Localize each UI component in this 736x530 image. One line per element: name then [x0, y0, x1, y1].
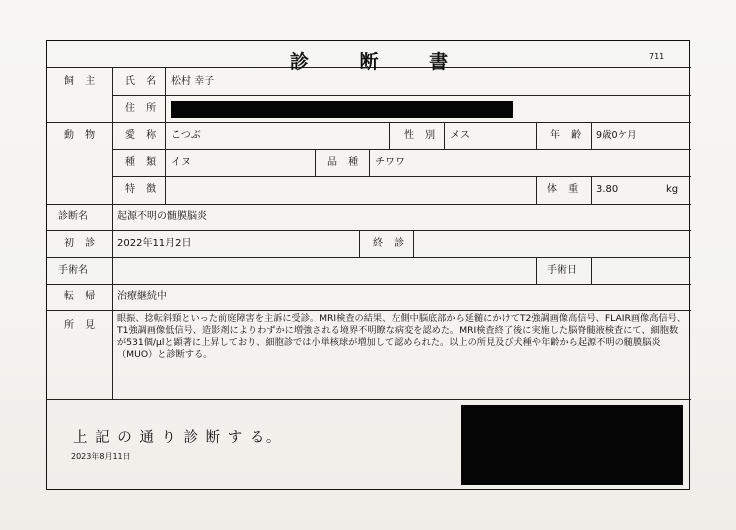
issue-date: 2023年8月11日: [71, 452, 131, 461]
label-first-visit: 初 診: [64, 238, 100, 249]
pet-kind: イヌ: [171, 157, 191, 168]
label-diagnosis: 診断名: [58, 211, 88, 222]
label-last-visit: 終 診: [373, 238, 409, 249]
label-weight: 体 重: [547, 184, 583, 195]
label-name: 氏 名: [125, 76, 161, 87]
redacted-signature-block: [461, 405, 683, 485]
document-code: 711: [649, 52, 665, 61]
label-pet-name: 愛 称: [125, 130, 161, 141]
pet-sex: メス: [450, 130, 470, 141]
label-age: 年 齢: [550, 130, 586, 141]
medical-certificate-form: [46, 40, 690, 490]
label-address: 住 所: [125, 103, 161, 114]
certification-statement: 上 記 の 通 り 診 断 す る。: [73, 430, 282, 446]
outcome-value: 治療継続中: [117, 291, 167, 302]
pet-age: 9歳0ケ月: [596, 130, 637, 141]
pet-name: こつぶ: [171, 130, 201, 141]
label-owner: 飼 主: [64, 76, 100, 87]
label-surgery-date: 手術日: [547, 265, 577, 276]
diagnosis-name: 起源不明の髄膜脳炎: [117, 211, 207, 222]
first-visit-date: 2022年11月2日: [117, 238, 192, 249]
label-features: 特 徴: [125, 184, 161, 195]
findings-text: 眼振、捻転斜頸といった前庭障害を主訴に受診。MRI検査の結果、左側中脳底部から延髄にかけてT2強調画像高信号、FLAIR画像高信号、T1強調画像低信号、造影剤によりわずかに増強される境界不明瞭な病変を認めた。MRI検査終了後に実施した脳脊髄液検査にて、細胞数が531個/μlと顕著に上昇しており、細胞診では小単核球が増加して認められた。以上の所見及び犬種や年齢から起源不明の髄膜脳炎（MUO）と診断する。: [117, 313, 686, 360]
pet-breed: チワワ: [375, 157, 405, 168]
label-surgery: 手術名: [58, 265, 88, 276]
label-kind: 種 類: [125, 157, 161, 168]
owner-name: 松村 幸子: [171, 76, 215, 87]
pet-weight: 3.80: [596, 184, 619, 195]
label-breed: 品 種: [327, 157, 363, 168]
redacted-address: [171, 101, 513, 118]
weight-unit: kg: [666, 184, 679, 195]
label-animal: 動 物: [64, 130, 100, 141]
label-findings: 所 見: [64, 320, 100, 331]
document-title: 診 断 書: [289, 51, 471, 73]
label-sex: 性 別: [404, 130, 440, 141]
label-outcome: 転 帰: [64, 291, 100, 302]
